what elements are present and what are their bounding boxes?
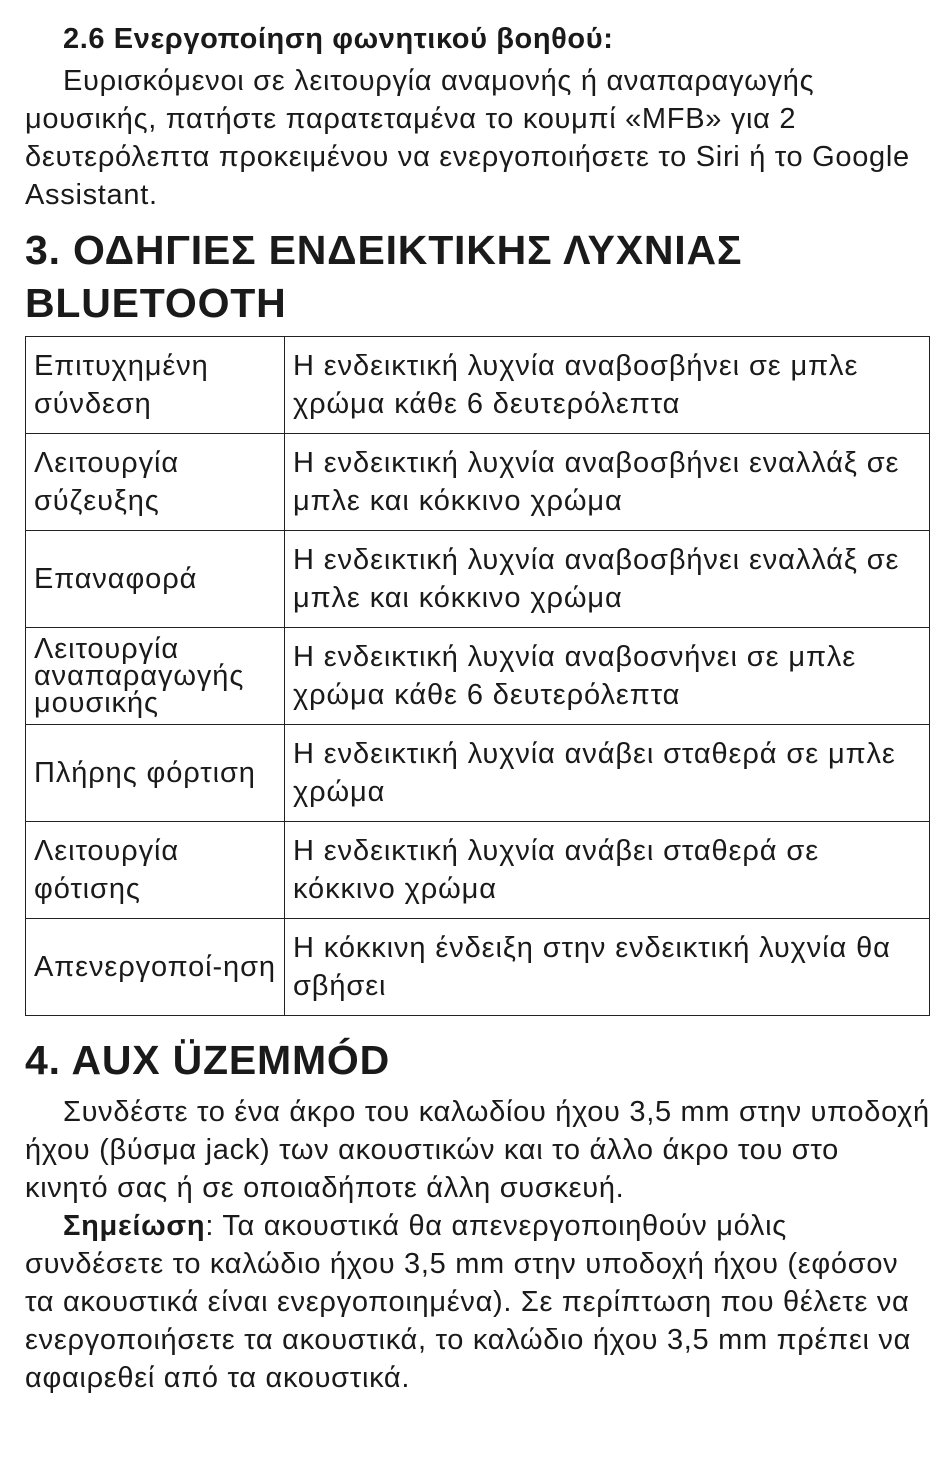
led-instructions-heading: 3. ΟΔΗΓΙΕΣ ΕΝΔΕΙΚΤΙΚΗΣ ΛΥΧΝΙΑΣ BLUETOOTH (25, 227, 743, 326)
led-status-table (25, 336, 930, 1016)
led-description-cell: Η ενδεικτική λυχνία αναβοσβήνει εναλλάξ σε μπλε και κόκκινο χρώμα (285, 434, 930, 531)
table-row (26, 531, 930, 628)
led-description-cell: Η ενδεικτική λυχνία ανάβει σταθερά σε κόκκινο χρώμα (285, 822, 930, 919)
led-description-cell: Η ενδεικτική λυχνία ανάβει σταθερά σε μπλε χρώμα (285, 725, 930, 822)
aux-mode-heading: 4. AUX ÜZEMMÓD (25, 1037, 391, 1083)
led-state-cell: Επιτυχημένη σύνδεση (26, 337, 285, 434)
voice-assistant-paragraph: Ευρισκόμενοι σε λειτουργία αναμονής ή αναπαραγωγής μουσικής, πατήστε παρατεταμένα το κουμπί «MFB» για 2 δευτερόλεπτα προκειμένου να ενεργοποιήσετε το Siri ή το Google Assistant. (25, 65, 910, 211)
table-row (26, 434, 930, 531)
led-description-cell: Η ενδεικτική λυχνία αναβοσνήνει σε μπλε χρώμα κάθε 6 δευτερόλεπτα (285, 628, 930, 725)
led-description-cell: Η ενδεικτική λυχνία αναβοσβήνει σε μπλε χρώμα κάθε 6 δευτερόλεπτα (285, 337, 930, 434)
voice-assistant-heading: 2.6 Ενεργοποίηση φωνητικού βοηθού: (63, 23, 614, 55)
table-row (26, 725, 930, 822)
table-row (26, 337, 930, 434)
manual-page (25, 16, 930, 1397)
led-state-cell: Απενεργοποί-ηση (26, 919, 285, 1016)
led-state-cell: Πλήρης φόρτιση (26, 725, 285, 822)
aux-mode-paragraph: Συνδέστε το ένα άκρο του καλωδίου ήχου 3,5 mm στην υποδοχή ήχου (βύσμα jack) των ακουστικών και το άλλο άκρο του στο κινητό σας ή σε οποιαδήποτε άλλη συσκευή. (25, 1096, 930, 1204)
note-text: : Τα ακουστικά θα απενεργοποιηθούν μόλις συνδέσετε το καλώδιο ήχου 3,5 mm στην υποδοχή ήχου (εφόσον τα ακουστικά είναι ενεργοποιημένα). Σε περίπτωση που θέλετε να ενεργοποιήσετε τα ακουστικά, το καλώδιο ήχου 3,5 mm πρέπει να αφαιρεθεί από τα ακουστικά. (25, 1210, 912, 1394)
table-row (26, 919, 930, 1016)
note-label: Σημείωση (63, 1210, 206, 1242)
led-state-cell: Λειτουργία φότισης (26, 822, 285, 919)
led-description-cell: Η ενδεικτική λυχνία αναβοσβήνει εναλλάξ σε μπλε και κόκκινο χρώμα (285, 531, 930, 628)
led-state-cell: Λειτουργία σύζευξης (26, 434, 285, 531)
led-state-cell: Επαναφορά (26, 531, 285, 628)
table-row (26, 822, 930, 919)
table-row (26, 628, 930, 725)
led-state-cell: Λειτουργία αναπαραγωγής μουσικής (26, 628, 285, 725)
led-description-cell: Η κόκκινη ένδειξη στην ενδεικτική λυχνία θα σβήσει (285, 919, 930, 1016)
aux-note-paragraph (25, 1207, 930, 1397)
